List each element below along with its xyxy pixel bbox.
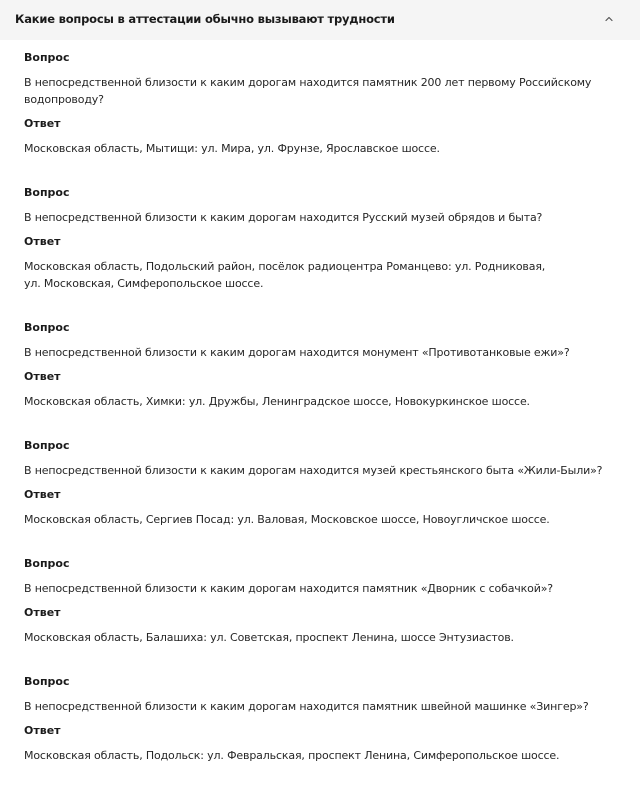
question-label: Вопрос [24, 439, 70, 452]
question-label: Вопрос [24, 186, 70, 199]
qa-item [24, 674, 624, 792]
answer-text: Московская область, Химки: ул. Дружбы, Ленинградское шоссе, Новокуркинское шоссе. [24, 395, 530, 408]
answer-label: Ответ [24, 117, 61, 130]
answer-label: Ответ [24, 606, 61, 619]
answer-text: Московская область, Балашиха: ул. Советская, проспект Ленина, шоссе Энтузиастов. [24, 631, 514, 644]
answer-text: Московская область, Подольский район, посёлок радиоцентра Романцево: ул. Родниковая, ул. Московская, Симферопольское шоссе. [24, 260, 546, 290]
question-text: В непосредственной близости к каким дорогам находится памятник 200 лет первому Российскому водопроводу? [24, 76, 592, 106]
answer-label: Ответ [24, 370, 61, 383]
question-text: В непосредственной близости к каким дорогам находится памятник швейной машинке «Зингер»? [24, 700, 589, 713]
question-label: Вопрос [24, 557, 70, 570]
question-text: В непосредственной близости к каким дорогам находится памятник «Дворник с собачкой»? [24, 582, 553, 595]
question-text: В непосредственной близости к каким дорогам находится музей крестьянского быта «Жили-Были»? [24, 464, 603, 477]
qa-list [24, 50, 624, 792]
question-text: В непосредственной близости к каким дорогам находится Русский музей обрядов и быта? [24, 211, 543, 224]
question-label: Вопрос [24, 675, 70, 688]
question-text: В непосредственной близости к каким дорогам находится монумент «Противотанковые ежи»? [24, 346, 570, 359]
accordion-title: Какие вопросы в аттестации обычно вызывают трудности [15, 12, 395, 26]
answer-label: Ответ [24, 488, 61, 501]
answer-label: Ответ [24, 235, 61, 248]
accordion-header[interactable] [0, 0, 640, 40]
question-label: Вопрос [24, 321, 70, 334]
qa-item [24, 438, 624, 556]
question-label: Вопрос [24, 51, 70, 64]
answer-label: Ответ [24, 724, 61, 737]
qa-item [24, 556, 624, 674]
qa-item [24, 185, 624, 320]
answer-text: Московская область, Мытищи: ул. Мира, ул. Фрунзе, Ярославское шоссе. [24, 142, 440, 155]
qa-item [24, 50, 624, 185]
chevron-up-icon[interactable] [604, 14, 614, 24]
qa-item [24, 320, 624, 438]
answer-text: Московская область, Сергиев Посад: ул. Валовая, Московское шоссе, Новоугличское шоссе. [24, 513, 550, 526]
answer-text: Московская область, Подольск: ул. Февральская, проспект Ленина, Симферопольское шоссе. [24, 749, 560, 762]
